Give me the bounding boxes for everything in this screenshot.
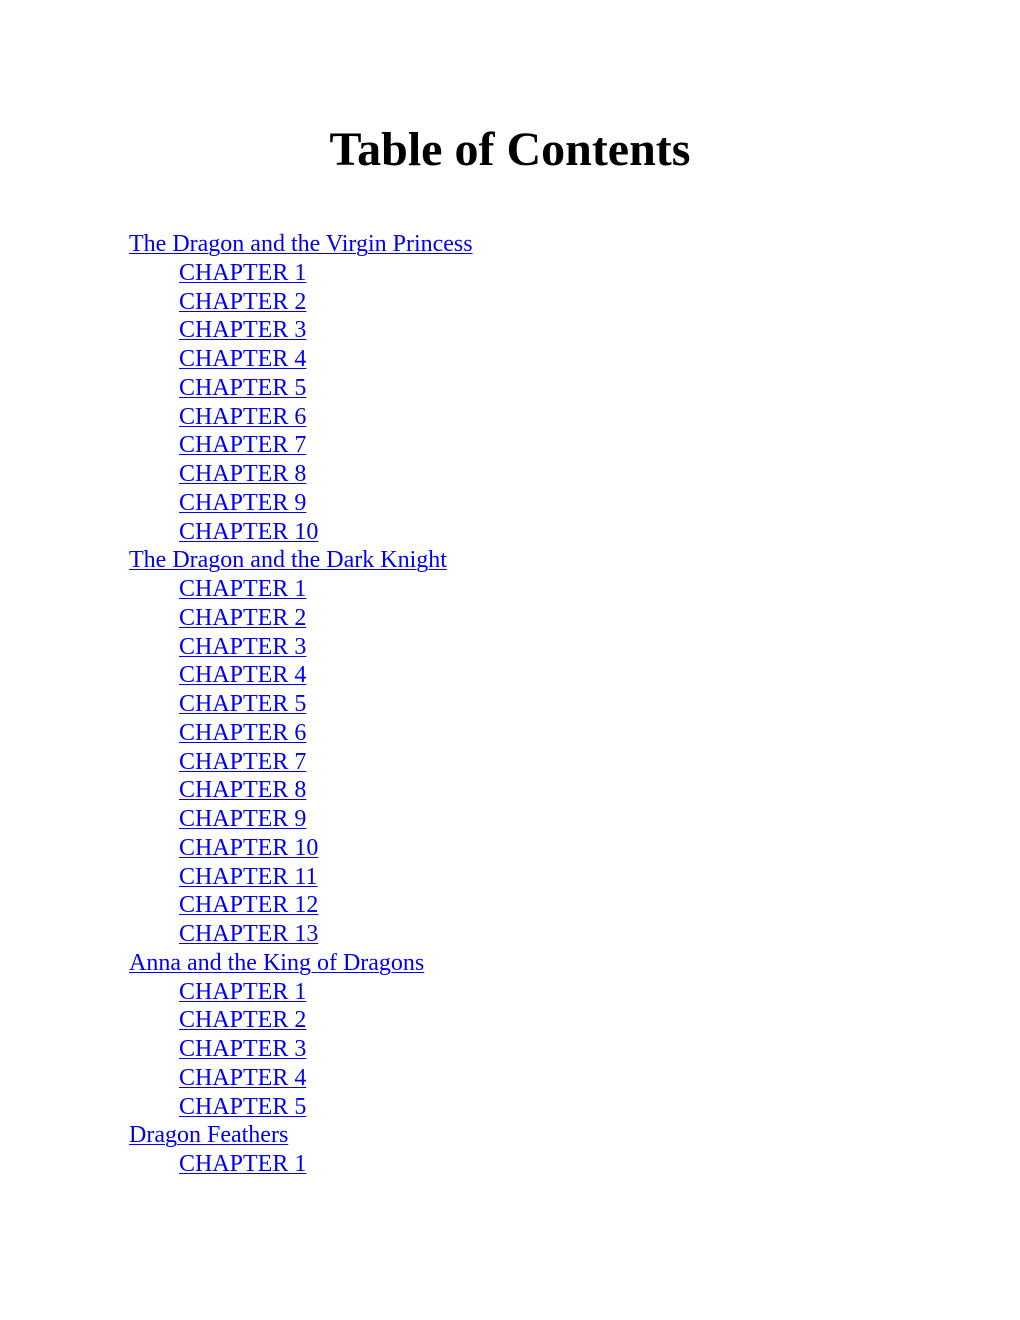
toc-chapter-entry: [129, 1150, 473, 1179]
toc-chapter-entry: [129, 259, 473, 288]
toc-chapter-entry: [129, 690, 473, 719]
toc-chapter-entry: [129, 604, 473, 633]
chapter-link[interactable]: CHAPTER 5: [179, 1093, 307, 1120]
toc-book-entry: [129, 230, 473, 259]
toc-chapter-entry: [129, 891, 473, 920]
toc-chapter-entry: [129, 805, 473, 834]
toc-chapter-entry: [129, 374, 473, 403]
toc-chapter-entry: [129, 288, 473, 317]
chapter-link[interactable]: CHAPTER 10: [179, 834, 319, 861]
chapter-link[interactable]: CHAPTER 7: [179, 432, 307, 459]
toc-chapter-entry: [129, 518, 473, 547]
toc-chapter-entry: [129, 345, 473, 374]
chapter-link[interactable]: CHAPTER 1: [179, 1151, 307, 1177]
book-title-link[interactable]: Dragon Feathers: [129, 1122, 289, 1149]
toc-chapter-entry: [129, 1093, 473, 1122]
toc-chapter-entry: [129, 661, 473, 690]
chapter-link[interactable]: CHAPTER 1: [179, 259, 307, 286]
chapter-link[interactable]: CHAPTER 11: [179, 863, 318, 890]
toc-chapter-entry: [129, 920, 473, 949]
toc-chapter-entry: [129, 489, 473, 518]
toc-chapter-entry: [129, 748, 473, 777]
toc-book-entry: [129, 1121, 473, 1150]
chapter-link[interactable]: CHAPTER 3: [179, 317, 307, 344]
toc-chapter-entry: [129, 403, 473, 432]
toc-chapter-entry: [129, 316, 473, 345]
chapter-link[interactable]: CHAPTER 3: [179, 633, 307, 660]
chapter-link[interactable]: CHAPTER 13: [179, 921, 319, 947]
page-title: Table of Contents: [329, 123, 691, 176]
book-title-link[interactable]: Anna and the King of Dragons: [129, 949, 425, 976]
chapter-link[interactable]: CHAPTER 6: [179, 719, 307, 746]
chapter-link[interactable]: CHAPTER 8: [179, 777, 307, 804]
chapter-link[interactable]: CHAPTER 8: [179, 461, 307, 487]
chapter-link[interactable]: CHAPTER 6: [179, 403, 307, 430]
toc-chapter-entry: [129, 776, 473, 805]
chapter-link[interactable]: CHAPTER 1: [179, 576, 307, 602]
toc-chapter-entry: [129, 1006, 473, 1035]
toc-chapter-entry: [129, 575, 473, 604]
toc-chapter-entry: [129, 1035, 473, 1064]
toc-chapter-entry: [129, 460, 473, 489]
toc-book-entry: [129, 949, 473, 978]
chapter-link[interactable]: CHAPTER 2: [179, 604, 307, 631]
table-of-contents: [129, 230, 473, 1179]
toc-book-entry: [129, 546, 473, 575]
chapter-link[interactable]: CHAPTER 10: [179, 518, 319, 545]
toc-chapter-entry: [129, 1064, 473, 1093]
chapter-link[interactable]: CHAPTER 12: [179, 892, 319, 919]
toc-chapter-entry: [129, 863, 473, 892]
chapter-link[interactable]: CHAPTER 2: [179, 1007, 307, 1034]
chapter-link[interactable]: CHAPTER 3: [179, 1036, 307, 1062]
chapter-link[interactable]: CHAPTER 5: [179, 691, 307, 717]
toc-chapter-entry: [129, 633, 473, 662]
toc-chapter-entry: [129, 978, 473, 1007]
chapter-link[interactable]: CHAPTER 4: [179, 662, 307, 689]
chapter-link[interactable]: CHAPTER 7: [179, 748, 307, 775]
chapter-link[interactable]: CHAPTER 4: [179, 346, 307, 372]
chapter-link[interactable]: CHAPTER 2: [179, 288, 307, 315]
chapter-link[interactable]: CHAPTER 5: [179, 374, 307, 401]
chapter-link[interactable]: CHAPTER 1: [179, 978, 307, 1005]
book-title-link[interactable]: The Dragon and the Virgin Princess: [129, 231, 473, 257]
toc-chapter-entry: [129, 834, 473, 863]
toc-chapter-entry: [129, 719, 473, 748]
chapter-link[interactable]: CHAPTER 9: [179, 489, 307, 516]
toc-chapter-entry: [129, 431, 473, 460]
chapter-link[interactable]: CHAPTER 9: [179, 806, 307, 832]
chapter-link[interactable]: CHAPTER 4: [179, 1064, 307, 1091]
book-title-link[interactable]: The Dragon and the Dark Knight: [129, 547, 447, 574]
